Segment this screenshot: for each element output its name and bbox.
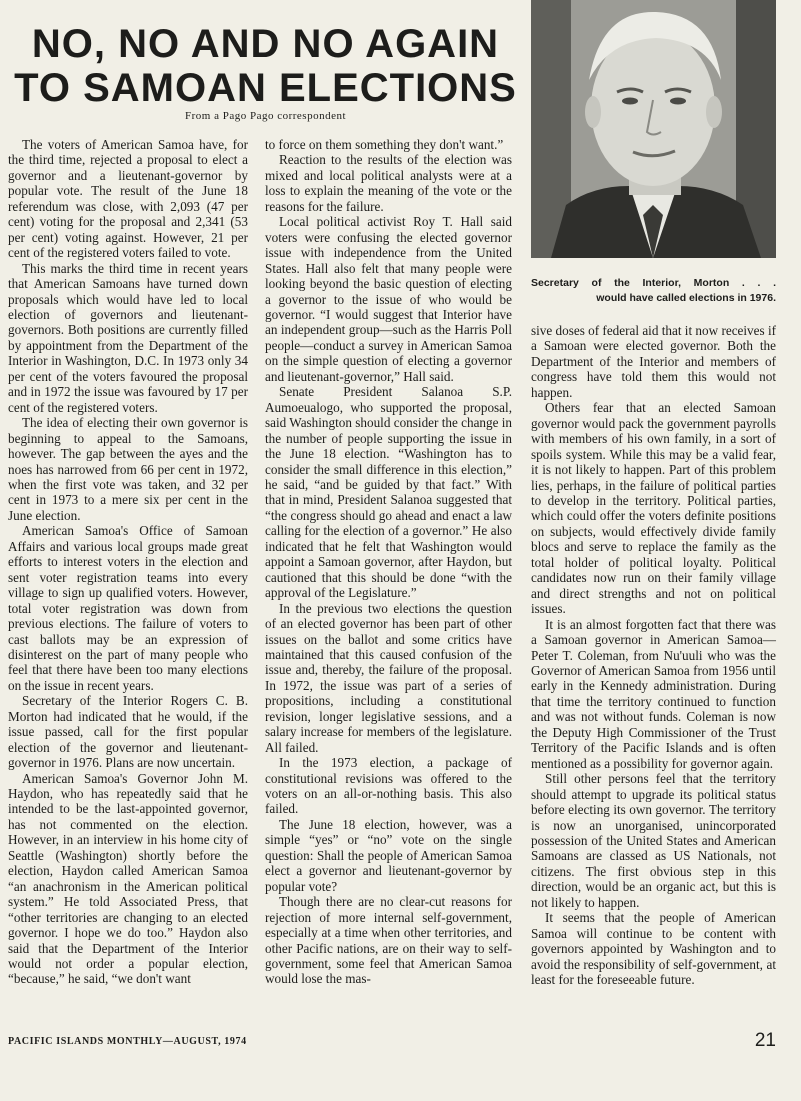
paragraph: It is an almost forgotten fact that there was a Samoan governor in American Samoa—Peter T. Coleman, from Nu'uuli who was the Governor of American Samoa from 1956 until early in the Kennedy administration. During that time the territory continued to function and was not without funds. Coleman is now the Deputy High Commissioner of the Trust Territory of the Pacific Islands and is often mentioned as a possibility for governor again. xyxy=(531,616,776,771)
article-column-3 xyxy=(531,323,776,987)
paragraph: Though there are no clear-cut reasons for rejection of more internal self-government, especially at a time when other territories, and other Pacific nations, are on their way to self-government, some feel that American Samoa would lose the mas- xyxy=(265,894,512,987)
paragraph: In the 1973 election, a package of constitutional revisions was offered to the voters on an all-or-nothing basis. This also failed. xyxy=(265,755,512,817)
paragraph: Senate President Salanoa S.P. Aumoeualogo, who supported the proposal, said Washington should consider the change in the number of people supporting the issue in the June 18 election. “Washington has to consider the small difference in this election,” he said, “and be guided by that fact.” With that in mind, President Salanoa suggested that “the congress should go ahead and enact a law calling for the election of a governor.” He also indicated that he felt that Washington would appoint a Samoan governor, after Haydon, but cautioned that this should be done “with the approval of the Legislature.” xyxy=(265,384,513,601)
portrait-photo xyxy=(531,0,776,258)
photo-caption-line-2: would have called elections in 1976. xyxy=(596,292,776,304)
paragraph: The voters of American Samoa have, for the third time, rejected a proposal to elect a governor and a lieutenant-governor by popular vote. The result of the June 18 referendum was close, with 2,093 (47 per cent) voting for the proposal and 2,341 (53 per cent) voting against. However, 21 per cent of the registered voters failed to vote. xyxy=(8,137,248,261)
paragraph: Reaction to the results of the election was mixed and local political analysts were at a loss to explain the meaning of the vote or the reasons for the failure. xyxy=(265,152,512,214)
paragraph: Others fear that an elected Samoan governor would pack the government payrolls with members of his own family, in a sort of spoils system. While this may be a valid fear, it is not likely to happen. Part of this problem lies, perhaps, in the failure of political parties to develop in the territory. Political parties, which could offer the voters definite positions on subjects, would effectively divide family blocs and serve to replace the family as the total holder of political loyalty. Political candidates now run on their family village and direct strengths and not on political issues. xyxy=(531,400,776,617)
page-footer xyxy=(8,1032,776,1056)
paragraph: It seems that the people of American Samoa will continue to be content with governors appointed by Washington and to avoid the responsibility of self-government, at least for the foreseeable future. xyxy=(531,910,776,988)
paragraph: In the previous two elections the question of an elected governor has been part of other issues on the ballot and some critics have maintained that this caused confusion of the issue and, thereby, the failure of the proposal. In 1972, the issue was part of a series of propositions, including a constitutional revision, longer legislative sessions, and a salary increase for members of the legislature. All failed. xyxy=(265,600,512,755)
paragraph: Secretary of the Interior Rogers C. B. Morton had indicated that he would, if the issue passed, call for the first popular election of the governor and lieutenant-governor in 1976. Plans are now uncertain. xyxy=(8,693,248,771)
article-column-2 xyxy=(265,137,512,987)
headline-line-2: TO SAMOAN ELECTIONS xyxy=(14,66,517,110)
paragraph: This marks the third time in recent years that American Samoans have turned down proposals which would have led to local election of governors and lieutenant-governors. Both positions are currently filled by appointment from the Department of the Interior in Washington, D.C. In 1973 only 34 per cent of the voters favoured the proposal and in 1972 the issue was favoured by 17 per cent of the registered voters. xyxy=(8,260,248,415)
headline xyxy=(8,22,523,110)
paragraph: Local political activist Roy T. Hall said voters were confusing the elected governor issue with independence from the United States. Hall also felt that many people were looking beyond the basic question of electing a governor to the issue of who would be governor. “I would suggest that Interior have an independent group—such as the Harris Poll people—conduct a survey in American Samoa on the simple question of electing a governor and lieutenant-governor,” Hall said. xyxy=(265,214,512,384)
paragraph-continuation: sive doses of federal aid that it now receives if a Samoan were elected governor. Both the Department of the Interior and members of congress have told them this would not happen. xyxy=(531,323,776,400)
photo-caption xyxy=(531,276,776,306)
paragraph: Still other persons feel that the territory should attempt to upgrade its political status before electing its own governor. The territory is now an unorganised, unincorporated possession of the United States and American Samoans are classed as US Nationals, not citizens. The first obvious step in this direction, would be an organic act, but this is not likely to happen. xyxy=(531,771,776,910)
page-number: 21 xyxy=(754,1030,776,1051)
byline: From a Pago Pago correspondent xyxy=(184,110,347,122)
publication-line: PACIFIC ISLANDS MONTHLY—AUGUST, 1974 xyxy=(8,1036,247,1047)
paragraph: American Samoa's Governor John M. Haydon, who has repeatedly said that he intended to be the last-appointed governor, has not commented on the election. However, in an interview in his home city of Seattle (Washington) shortly before the election, Haydon called American Samoa “an anachronism in the American political system.” He told Associated Press, that “other territories are changing to an elected governor. I hope we do too.” Haydon also said that the Department of the Interior would not order a popular election, “because,” he said, “we don't want xyxy=(8,770,248,987)
article-column-1 xyxy=(8,137,248,987)
headline-line-1: NO, NO AND NO AGAIN xyxy=(31,22,500,66)
paragraph-continuation: to force on them something they don't want.” xyxy=(265,137,504,152)
paragraph: American Samoa's Office of Samoan Affairs and various local groups made great efforts to interest voters in the election and sent voter registration teams into every village to sign up qualified voters. However, total voter registration was down from previous elections. The failure of voters to cast ballots may be an expression of disinterest on the part of many people who feel that there have been too many elections on the issue in recent years. xyxy=(8,523,248,693)
portrait-illustration xyxy=(531,0,776,258)
paragraph: The idea of electing their own governor is beginning to appeal to the Samoans, however. The gap between the ayes and the noes has narrowed from 66 per cent in 1972, when the first vote was taken, and 32 per cent in 1973 to a mere six per cent in the June election. xyxy=(8,415,248,523)
paragraph: The June 18 election, however, was a simple “yes” or “no” vote on the single question: Shall the people of American Samoa elect a governor and lieutenant-governor by popular vote? xyxy=(265,816,512,894)
photo-caption-line-1: Secretary of the Interior, Morton . . . xyxy=(531,277,776,289)
